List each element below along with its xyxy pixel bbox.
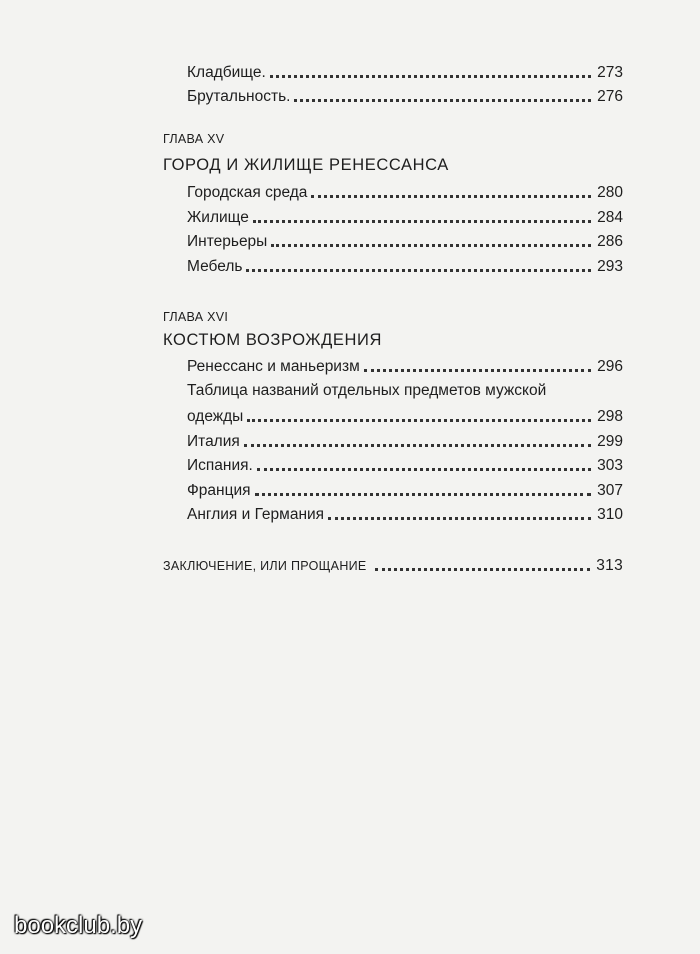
toc-entry-page: 280 [597,184,623,201]
toc-entry [187,250,623,276]
dot-leader [244,444,591,447]
toc-entry-page: 284 [597,209,623,226]
toc-entry [187,80,623,106]
toc-entry-page: 296 [597,358,623,375]
toc-entry [187,56,623,82]
toc-entry-label: Испания. [187,457,253,474]
dot-leader [255,493,592,496]
toc-entry-page: 286 [597,233,623,250]
chapter-title: ГОРОД И ЖИЛИЩЕ РЕНЕССАНСА [163,156,449,174]
toc-entry-label: Мебель [187,258,243,275]
dot-leader [311,195,591,198]
toc-entry-label: Брутальность. [187,88,291,105]
dot-leader [270,75,591,78]
toc-entry [187,176,623,202]
toc-entry-page: 307 [597,482,623,499]
dot-leader [257,468,591,471]
dot-leader [246,269,591,272]
dot-leader [375,568,591,571]
toc-entry-label: Кладбище. [187,64,266,81]
toc-entry-label: Жилище [187,209,249,226]
toc-entry-label-line: Таблица названий отдельных предметов мужской [187,382,547,399]
dot-leader [364,369,591,372]
toc-entry [187,474,623,500]
watermark: bookclub.by [14,912,143,939]
toc-entry-page: 299 [597,433,623,450]
toc-entry-page: 276 [597,88,623,105]
toc-entry [187,400,623,426]
toc-entry-label: Интерьеры [187,233,268,250]
dot-leader [294,99,591,102]
toc-entry-page: 303 [597,457,623,474]
dot-leader [247,419,591,422]
toc-entry-label: Франция [187,482,251,499]
toc-entry-page: 273 [597,64,623,81]
toc-entry-page: 310 [597,506,623,523]
toc-entry-label: ЗАКЛЮЧЕНИЕ, ИЛИ ПРОЩАНИЕ [163,559,367,573]
toc-entry [187,350,623,376]
toc-entry-page: 313 [596,557,623,574]
toc-entry-page: 298 [597,408,623,425]
toc-entry [187,425,623,451]
chapter-label: ГЛАВА XVI [163,310,229,324]
toc-entry [187,449,623,475]
toc-entry [187,498,623,524]
dot-leader [253,220,591,223]
chapter-label: ГЛАВА XV [163,132,225,146]
toc-entry-page: 293 [597,258,623,275]
toc-conclusion [163,550,623,574]
dot-leader [271,244,591,247]
toc-entry-label: Англия и Германия [187,506,325,523]
toc-entry-label: Италия [187,433,240,450]
chapter-title: КОСТЮМ ВОЗРОЖДЕНИЯ [163,331,382,349]
toc-entry [187,225,623,251]
toc-entry-label: одежды [187,408,244,425]
toc-entry [187,201,623,227]
toc-entry-label: Ренессанс и маньеризм [187,358,360,375]
dot-leader [328,517,591,520]
toc-entry-label: Городская среда [187,184,308,201]
